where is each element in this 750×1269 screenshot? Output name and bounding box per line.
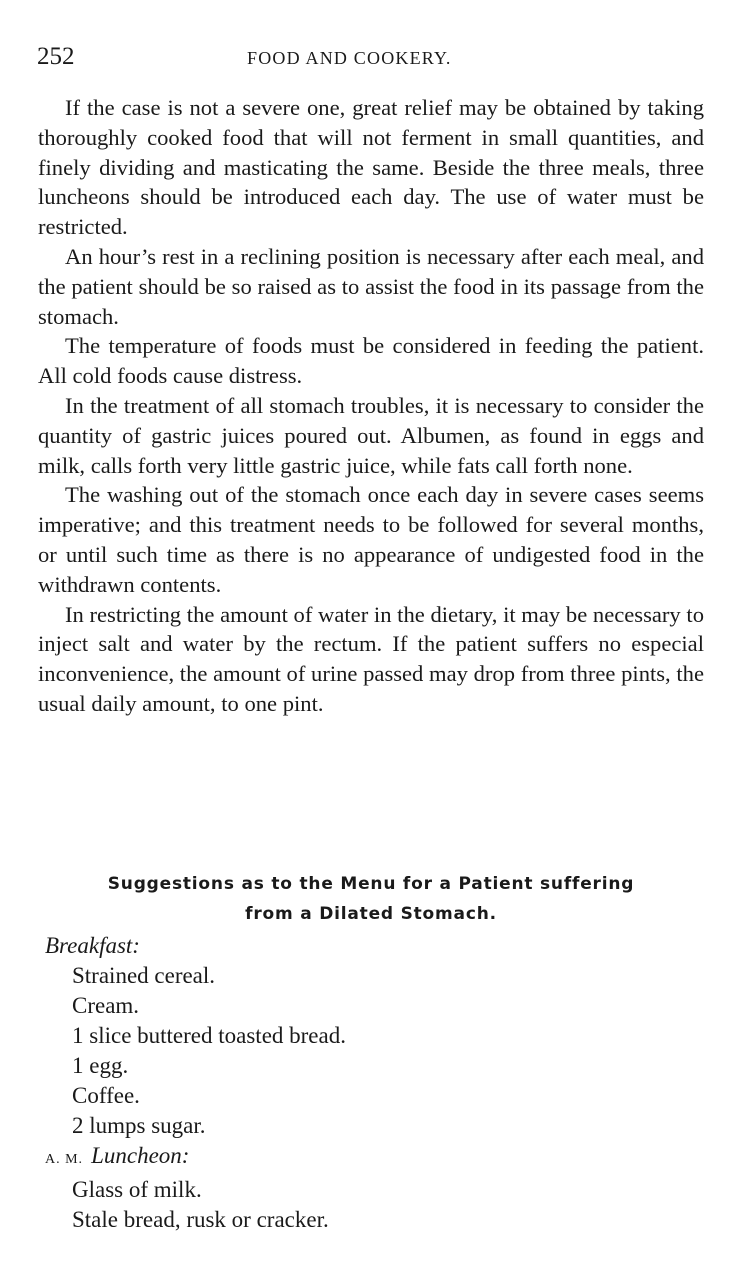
paragraph: An hour’s rest in a reclining position is necessary after each meal, and the patient should be so raised as to assist the food in its passage from the stomach. [38,243,704,329]
body-text [38,93,704,719]
paragraph: The washing out of the stomach once each day in severe cases seems imperative; and this treatment needs to be followed for several months, or until such time as there is no appearance of undigested food in the withdrawn contents. [38,482,704,597]
menu-item: Strained cereal. [72,963,216,988]
paragraph: The temperature of foods must be considered in feeding the patient. All cold foods cause distress. [38,333,704,389]
menu-item: 2 lumps sugar. [72,1113,206,1138]
paragraph: In the treatment of all stomach troubles, it is necessary to consider the quantity of gastric juices poured out. Albumen, as found in eggs and milk, calls forth very little gastric juice, while fats call forth none. [38,392,704,478]
meal-title-am-luncheon [45,1141,695,1175]
menu-item: Stale bread, rusk or cracker. [72,1207,329,1232]
menu-heading [38,869,704,929]
menu-heading-line: Suggestions as to the Menu for a Patient suffering [107,874,635,894]
menu-item: Glass of milk. [72,1177,202,1202]
menu-list [45,931,695,1235]
paragraph: In restricting the amount of water in the dietary, it may be necessary to inject salt and water by the rectum. If the patient suffers no especial inconvenience, the amount of urine passed may drop from three pints, the usual daily amount, to one pint. [38,601,704,716]
page-number: 252 [37,43,75,70]
meal-title-text: Luncheon: [91,1143,190,1168]
running-head: FOOD AND COOKERY. [247,48,452,68]
menu-item: Cream. [72,993,140,1018]
menu-heading-line: from a Dilated Stomach. [245,904,497,924]
paragraph: If the case is not a severe one, great relief may be obtained by taking thoroughly cooked food that will not ferment in small quantities, and finely dividing and masticating the same. Beside the three meals, three luncheons should be introduced each day. The use of water must be restricted. [38,95,704,240]
meal-time-prefix: A. M. [45,1152,84,1167]
meal-title-breakfast: Breakfast: [45,933,140,958]
menu-item: Coffee. [72,1083,140,1108]
page-header [37,42,707,72]
menu-item: 1 egg. [72,1053,129,1078]
menu-item: 1 slice buttered toasted bread. [72,1023,346,1048]
